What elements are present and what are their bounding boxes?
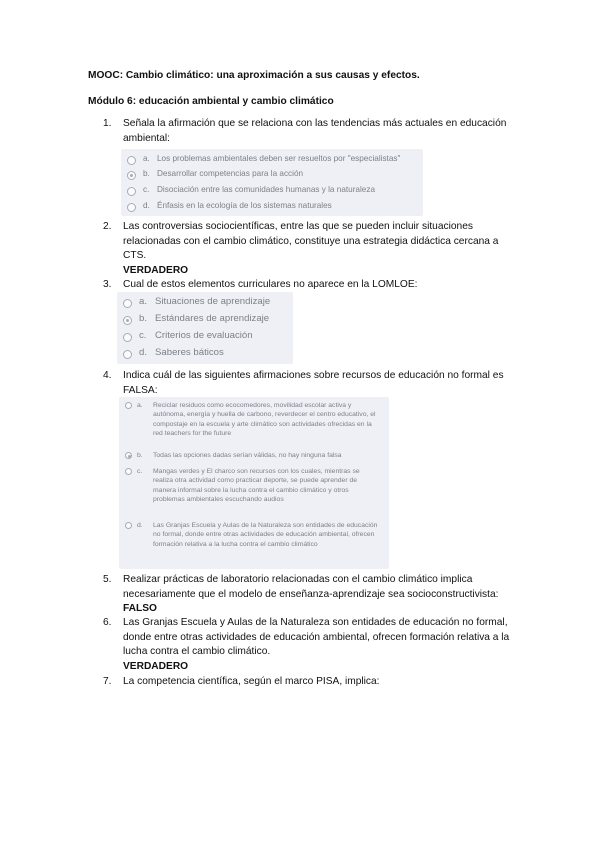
- option-b[interactable]: b. Todas las opciones dadas serían válidas, no hay ninguna falsa: [125, 451, 383, 463]
- question-number: 2.: [103, 221, 112, 232]
- option-c[interactable]: c. Criterios de evaluación: [123, 329, 287, 345]
- question-text: Las Granjas Escuela y Aulas de la Naturaleza son entidades de educación no formal, donde entre otras actividades de educación ambiental, ofrecen formación relativa a la lucha contra el cambio climático.: [123, 617, 510, 658]
- question-number: 4.: [103, 370, 112, 381]
- question-text: Indica cuál de las siguientes afirmaciones sobre recursos de educación no formal es FALSA:: [123, 370, 504, 396]
- question-5: [103, 573, 513, 617]
- question-number: 3.: [103, 279, 112, 290]
- radio-button[interactable]: [123, 350, 132, 359]
- question-4: [103, 369, 513, 398]
- radio-button[interactable]: [127, 156, 136, 165]
- question-text: Señala la afirmación que se relaciona con las tendencias más actuales en educación ambiental:: [123, 118, 507, 144]
- options-panel-q1: [121, 149, 423, 216]
- question-text: Realizar prácticas de laboratorio relacionadas con el cambio climático implica necesariamente que el modelo de enseñanza-aprendizaje sea socioconstructivista:: [123, 574, 499, 600]
- option-b[interactable]: b. Desarrollar competencias para la acción: [127, 168, 417, 182]
- radio-button[interactable]: [127, 203, 136, 212]
- question-number: 7.: [103, 676, 112, 687]
- option-d[interactable]: d. Saberes báticos: [123, 346, 287, 362]
- course-title: MOOC: Cambio climático: una aproximación a sus causas y efectos.: [88, 70, 420, 81]
- question-2: [103, 220, 513, 278]
- radio-button-selected[interactable]: [123, 316, 132, 325]
- question-number: 6.: [103, 617, 112, 628]
- question-1: [103, 117, 513, 146]
- radio-button[interactable]: [125, 468, 132, 475]
- answer-label: VERDADERO: [123, 660, 189, 672]
- question-number: 5.: [103, 574, 112, 585]
- question-number: 1.: [103, 118, 112, 129]
- radio-button-selected[interactable]: [125, 452, 132, 459]
- radio-button[interactable]: [123, 299, 132, 308]
- option-a[interactable]: a. Reciclar residuos como ecocomedores, movilidad escolar activa y autónoma, energía y huella de carbono, reverdecer el centro educativo, el compostaje en la escuela y arte climático son actividades ofrecidas en la red teachers for the future: [125, 401, 383, 449]
- radio-button-selected[interactable]: [127, 171, 136, 180]
- options-panel-q4: [119, 397, 389, 569]
- radio-button[interactable]: [125, 402, 132, 409]
- question-7: [103, 675, 513, 690]
- answer-label: VERDADERO: [123, 264, 189, 276]
- option-b[interactable]: b. Estándares de aprendizaje: [123, 312, 287, 328]
- question-text: Cual de estos elementos curriculares no aparece en la LOMLOE:: [123, 279, 418, 290]
- radio-button[interactable]: [125, 522, 132, 529]
- option-c[interactable]: c. Mangas verdes y El charco son recursos con los cuales, mientras se realiza otra actividad como practicar deporte, se puede aprender de manera informal sobre la lucha contra el cambio climático y otros problemas ambientales escuchando audios: [125, 467, 383, 517]
- answer-label: FALSO: [123, 603, 157, 615]
- option-c[interactable]: c. Disociación entre las comunidades humanas y la naturaleza: [127, 184, 417, 198]
- options-panel-q3: [117, 292, 293, 364]
- module-title: Módulo 6: educación ambiental y cambio climático: [88, 96, 334, 107]
- option-d[interactable]: d. Énfasis en la ecología de los sistemas naturales: [127, 200, 417, 214]
- option-d[interactable]: d. Las Granjas Escuela y Aulas de la Naturaleza son entidades de educación no formal, donde entre otras actividades de educación ambiental, ofrecen formación relativa a la lucha contra el cambio climático: [125, 521, 383, 567]
- question-6: [103, 616, 513, 674]
- option-a[interactable]: a. Los problemas ambientales deben ser resueltos por "especialistas": [127, 153, 417, 167]
- radio-button[interactable]: [123, 333, 132, 342]
- question-3: [103, 278, 513, 293]
- option-a[interactable]: a. Situaciones de aprendizaje: [123, 295, 287, 311]
- radio-button[interactable]: [127, 187, 136, 196]
- question-text: La competencia científica, según el marco PISA, implica:: [123, 676, 380, 687]
- question-text: Las controversias sociocientíficas, entre las que se pueden incluir situaciones relacionadas con el cambio climático, constituye una estrategia didáctica cercana a CTS.: [123, 221, 499, 262]
